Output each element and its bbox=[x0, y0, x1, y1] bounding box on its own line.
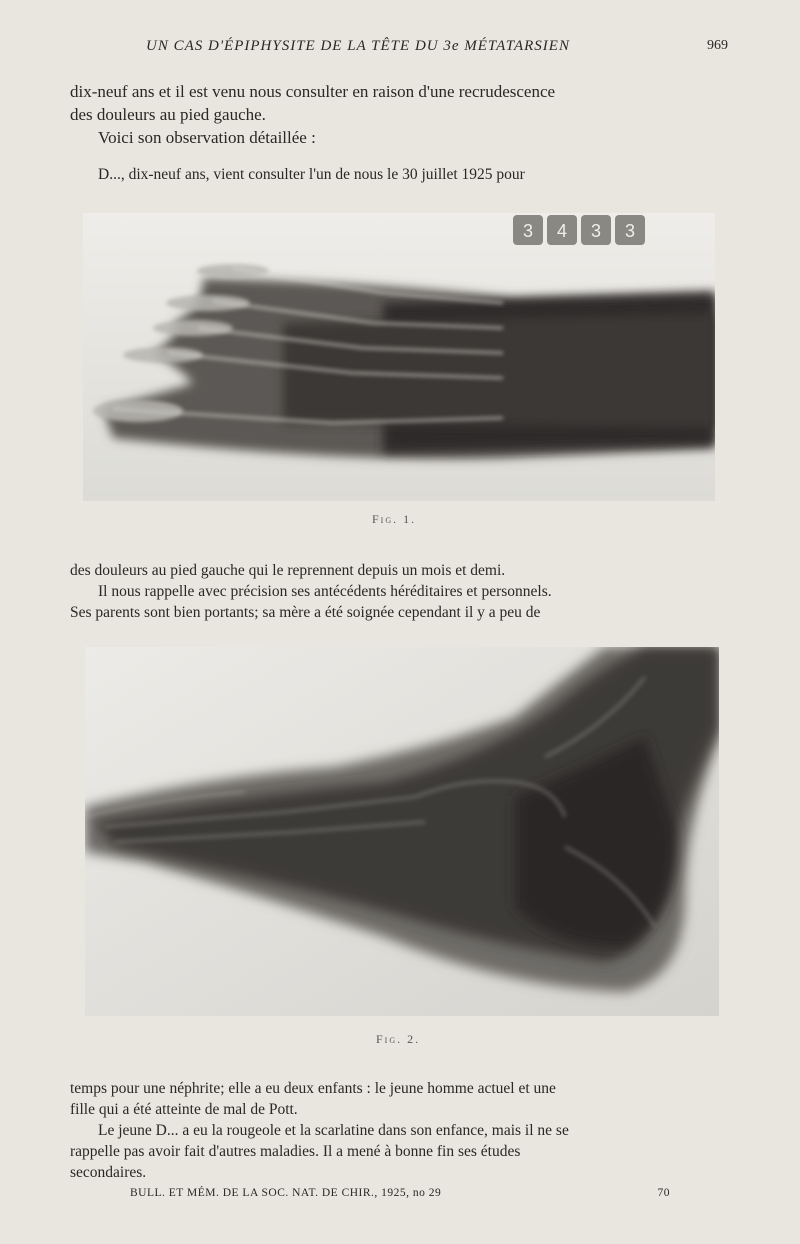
paragraph-intro bbox=[70, 80, 732, 149]
paragraph-family-history bbox=[70, 1078, 732, 1183]
running-title: UN CAS D'ÉPIPHYSITE DE LA TÊTE DU 3e MÉTATARSIEN bbox=[146, 38, 570, 54]
figure-2-caption: Fig. 2. bbox=[376, 1032, 421, 1046]
figure-1-xray-dorsal bbox=[83, 213, 715, 501]
text-line: secondaires. bbox=[70, 1164, 147, 1181]
text-line: Il nous rappelle avec précision ses antécédents héréditaires et personnels. bbox=[98, 583, 552, 600]
running-header bbox=[70, 38, 732, 58]
marker-label: 3 bbox=[590, 221, 602, 241]
figure-2-xray-lateral bbox=[85, 647, 719, 1016]
footer-signature: 70 bbox=[657, 1187, 670, 1199]
text-line: des douleurs au pied gauche qui le reprennent depuis un mois et demi. bbox=[70, 562, 506, 579]
text-line: rappelle pas avoir fait d'autres maladies. Il a mené à bonne fin ses études bbox=[70, 1143, 521, 1160]
footer-citation: BULL. ET MÉM. DE LA SOC. NAT. DE CHIR., 1925, no 29 bbox=[130, 1187, 442, 1199]
paragraph-history bbox=[70, 560, 732, 623]
text-line: dix-neuf ans et il est venu nous consulter en raison d'une recrudescence bbox=[70, 82, 556, 101]
page-number: 969 bbox=[707, 38, 728, 53]
marker-label: 4 bbox=[556, 221, 568, 241]
text-line: Voici son observation détaillée : bbox=[98, 128, 316, 147]
text-line: des douleurs au pied gauche. bbox=[70, 105, 266, 124]
marker-label: 3 bbox=[522, 221, 534, 241]
figure-1-caption: Fig. 1. bbox=[372, 512, 417, 526]
text-line: D..., dix-neuf ans, vient consulter l'un de nous le 30 juillet 1925 pour bbox=[98, 166, 525, 183]
text-line: fille qui a été atteinte de mal de Pott. bbox=[70, 1101, 298, 1118]
paragraph-observation-start bbox=[70, 164, 732, 185]
marker-label: 3 bbox=[624, 221, 636, 241]
text-line: temps pour une néphrite; elle a eu deux enfants : le jeune homme actuel et une bbox=[70, 1080, 556, 1097]
text-line: Le jeune D... a eu la rougeole et la scarlatine dans son enfance, mais il ne se bbox=[98, 1122, 569, 1139]
text-line: Ses parents sont bien portants; sa mère a été soignée cependant il y a peu de bbox=[70, 604, 541, 621]
